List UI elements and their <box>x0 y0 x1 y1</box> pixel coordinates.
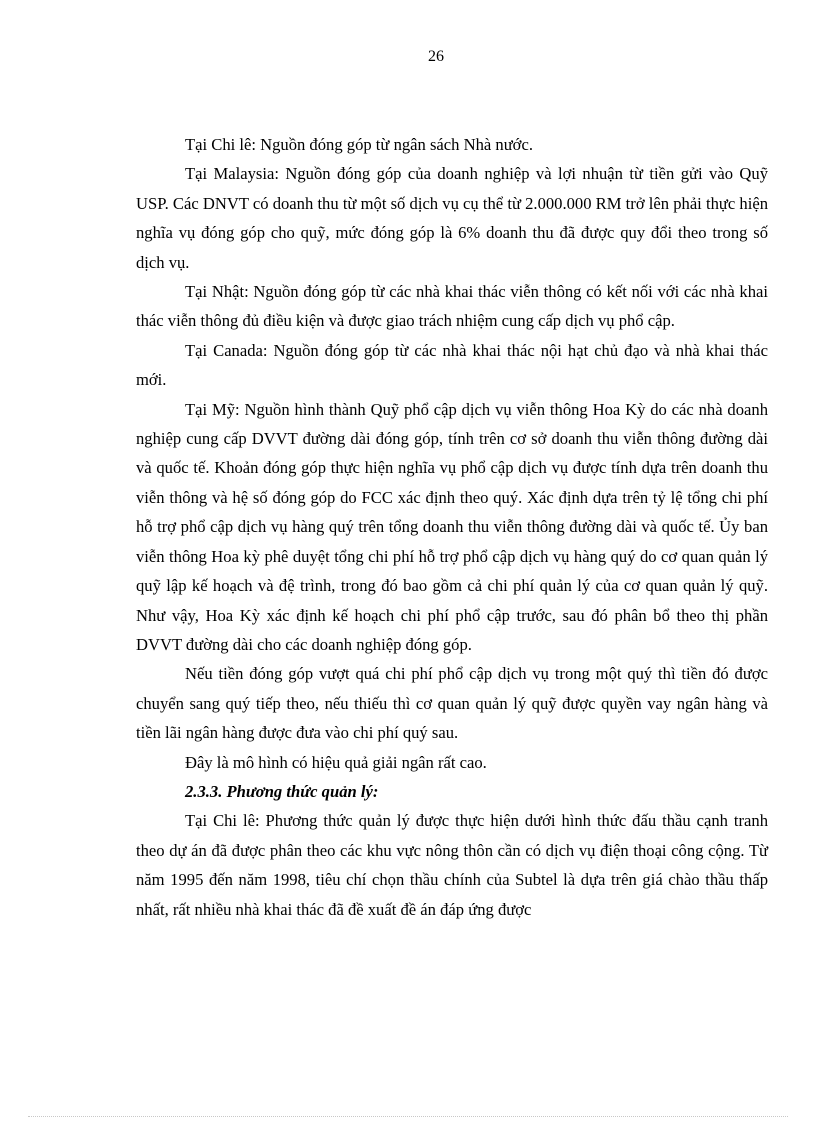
page-number: 26 <box>428 48 444 65</box>
document-body <box>136 130 768 924</box>
page-bottom-divider <box>28 1116 788 1117</box>
paragraph-canada-source: Tại Canada: Nguồn đóng góp từ các nhà khai thác nội hạt chủ đạo và nhà khai thác mới. <box>136 340 768 390</box>
paragraph-chile-management: Tại Chi lê: Phương thức quản lý được thực hiện dưới hình thức đấu thầu cạnh tranh theo dự án đã được phân theo các khu vực nông thôn cần có dịch vụ điện thoại công cộng. Từ năm 1995 đến năm 1998, tiêu chí chọn thầu chính của Subtel là dựa trên giá chào thầu thấp nhất, rất nhiều nhà khai thác đã đề xuất đề án đáp ứng được <box>136 811 768 919</box>
paragraph-usa-source: Tại Mỹ: Nguồn hình thành Quỹ phổ cập dịch vụ viễn thông Hoa Kỳ do các nhà doanh nghiệp cung cấp DVVT đường dài đóng góp, tính trên cơ sở doanh thu viễn thông đường dài và quốc tế. Khoản đóng góp thực hiện nghĩa vụ phổ cập dịch vụ được tính dựa trên doanh thu viễn thông và hệ số đóng góp do FCC xác định theo quý. Xác định dựa trên tỷ lệ tổng chi phí hỗ trợ phổ cập dịch vụ hàng quý trên tổng doanh thu viễn thông đường dài và quốc tế. Ủy ban viễn thông Hoa kỳ phê duyệt tổng chi phí hỗ trợ phổ cập dịch vụ hàng quý do cơ quan quản lý quỹ lập kế hoạch và đệ trình, trong đó bao gồm cả chi phí quản lý của cơ quan quản lý quỹ. Như vậy, Hoa Kỳ xác định kế hoạch chi phí phổ cập trước, sau đó phân bổ theo thị phần DVVT đường dài cho các doanh nghiệp đóng góp. <box>136 399 768 654</box>
paragraph-efficiency: Đây là mô hình có hiệu quả giải ngân rất cao. <box>185 752 487 772</box>
paragraph-japan-source: Tại Nhật: Nguồn đóng góp từ các nhà khai thác viễn thông có kết nối với các nhà khai thác viễn thông đủ điều kiện và được giao trách nhiệm cung cấp dịch vụ phổ cập. <box>136 282 768 331</box>
paragraph-surplus-deficit: Nếu tiền đóng góp vượt quá chi phí phổ cập dịch vụ trong một quý thì tiền đó được chuyển sang quý tiếp theo, nếu thiếu thì cơ quan quản lý quỹ được quyền vay ngân hàng và tiền lãi ngân hàng được đưa vào chi phí quý sau. <box>136 664 768 743</box>
section-heading: 2.3.3. Phương thức quản lý: <box>185 781 379 801</box>
paragraph-chile-source: Tại Chi lê: Nguồn đóng góp từ ngân sách Nhà nước. <box>185 135 533 154</box>
paragraph-malaysia-source: Tại Malaysia: Nguồn đóng góp của doanh nghiệp và lợi nhuận từ tiền gửi vào Quỹ USP. Các DNVT có doanh thu từ một số dịch vụ cụ thể từ 2.000.000 RM trở lên phải thực hiện nghĩa vụ đóng góp cho quỹ, mức đóng góp là 6% doanh thu đã được quy đổi theo trong số dịch vụ. <box>136 164 768 272</box>
